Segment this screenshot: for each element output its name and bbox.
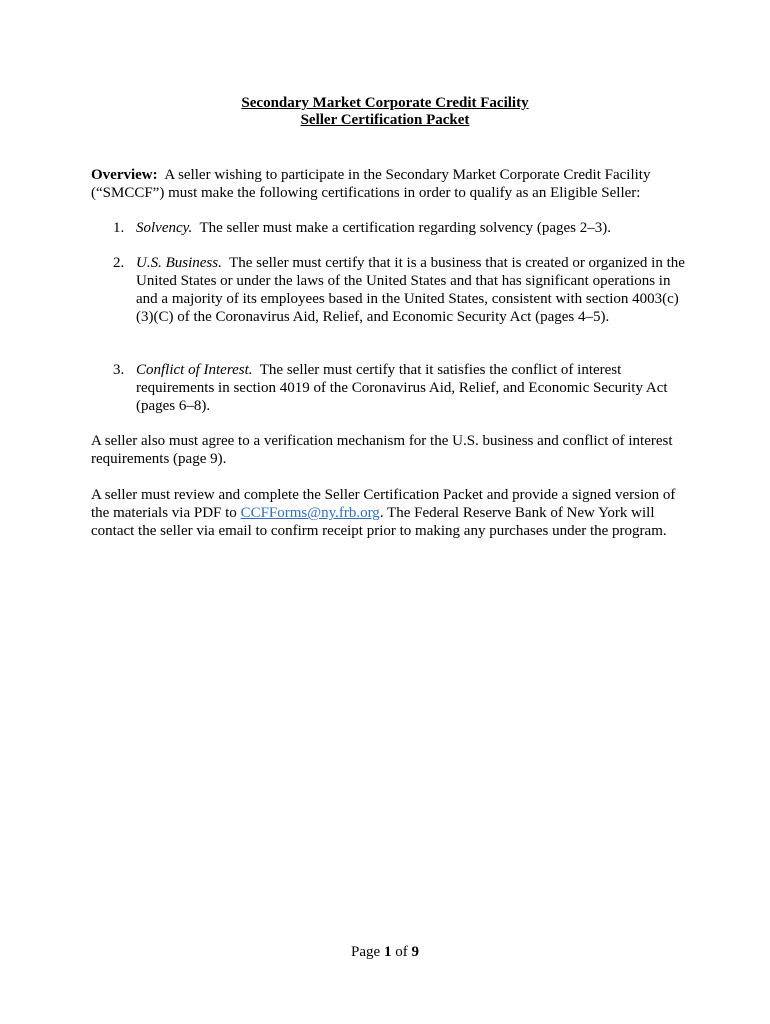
- title-line-1: Secondary Market Corporate Credit Facility: [241, 95, 529, 111]
- list-item-body: [136, 361, 686, 415]
- email-link[interactable]: CCFForms@ny.frb.org: [240, 505, 380, 521]
- review-paragraph: [91, 486, 691, 540]
- document-title: [0, 95, 770, 129]
- list-item-number: 3.: [113, 362, 125, 378]
- review-text-after: . The Federal Reserve Bank of New York will contact the seller via email to confirm receipt prior to making any purchases under the program.: [91, 505, 667, 539]
- list-item-text: The seller must make a certification regarding solvency (pages 2–3).: [199, 220, 611, 236]
- list-item-heading: Conflict of Interest.: [136, 362, 253, 378]
- review-text-before: A seller must review and complete the Seller Certification Packet and provide a signed version of the materials via PDF to: [91, 487, 676, 521]
- page-footer: [0, 943, 770, 961]
- list-item-body: [136, 254, 686, 326]
- list-item-body: [136, 219, 686, 237]
- current-page-number: 1: [383, 944, 392, 960]
- list-item-text: The seller must certify that it is a business that is created or organized in the United States or under the laws of the United States and that has significant operations in and a majority of its employees based in the United States, consistent with section 4003(c)(3)(C) of the Coronavirus Aid, Relief, and Economic Security Act (pages 4–5).: [136, 255, 685, 325]
- list-item-heading: U.S. Business.: [136, 255, 222, 271]
- title-line-2: Seller Certification Packet: [300, 112, 470, 128]
- total-pages-number: 9: [411, 944, 419, 960]
- list-item-text: The seller must certify that it satisfies the conflict of interest requirements in section 4019 of the Coronavirus Aid, Relief, and Economic Security Act (pages 6–8).: [136, 362, 668, 414]
- overview-paragraph: [91, 166, 691, 202]
- overview-label: Overview:: [91, 167, 158, 183]
- list-item-number: 2.: [113, 255, 125, 271]
- of-label: of: [395, 944, 408, 960]
- list-item-number: 1.: [113, 220, 125, 236]
- verification-paragraph: A seller also must agree to a verification mechanism for the U.S. business and conflict of interest requirements (page 9).: [91, 433, 673, 467]
- overview-text: A seller wishing to participate in the Secondary Market Corporate Credit Facility (“SMCCF”) must make the following certifications in order to qualify as an Eligible Seller:: [91, 167, 651, 201]
- page-label: Page: [351, 944, 381, 960]
- list-item-heading: Solvency.: [136, 220, 193, 236]
